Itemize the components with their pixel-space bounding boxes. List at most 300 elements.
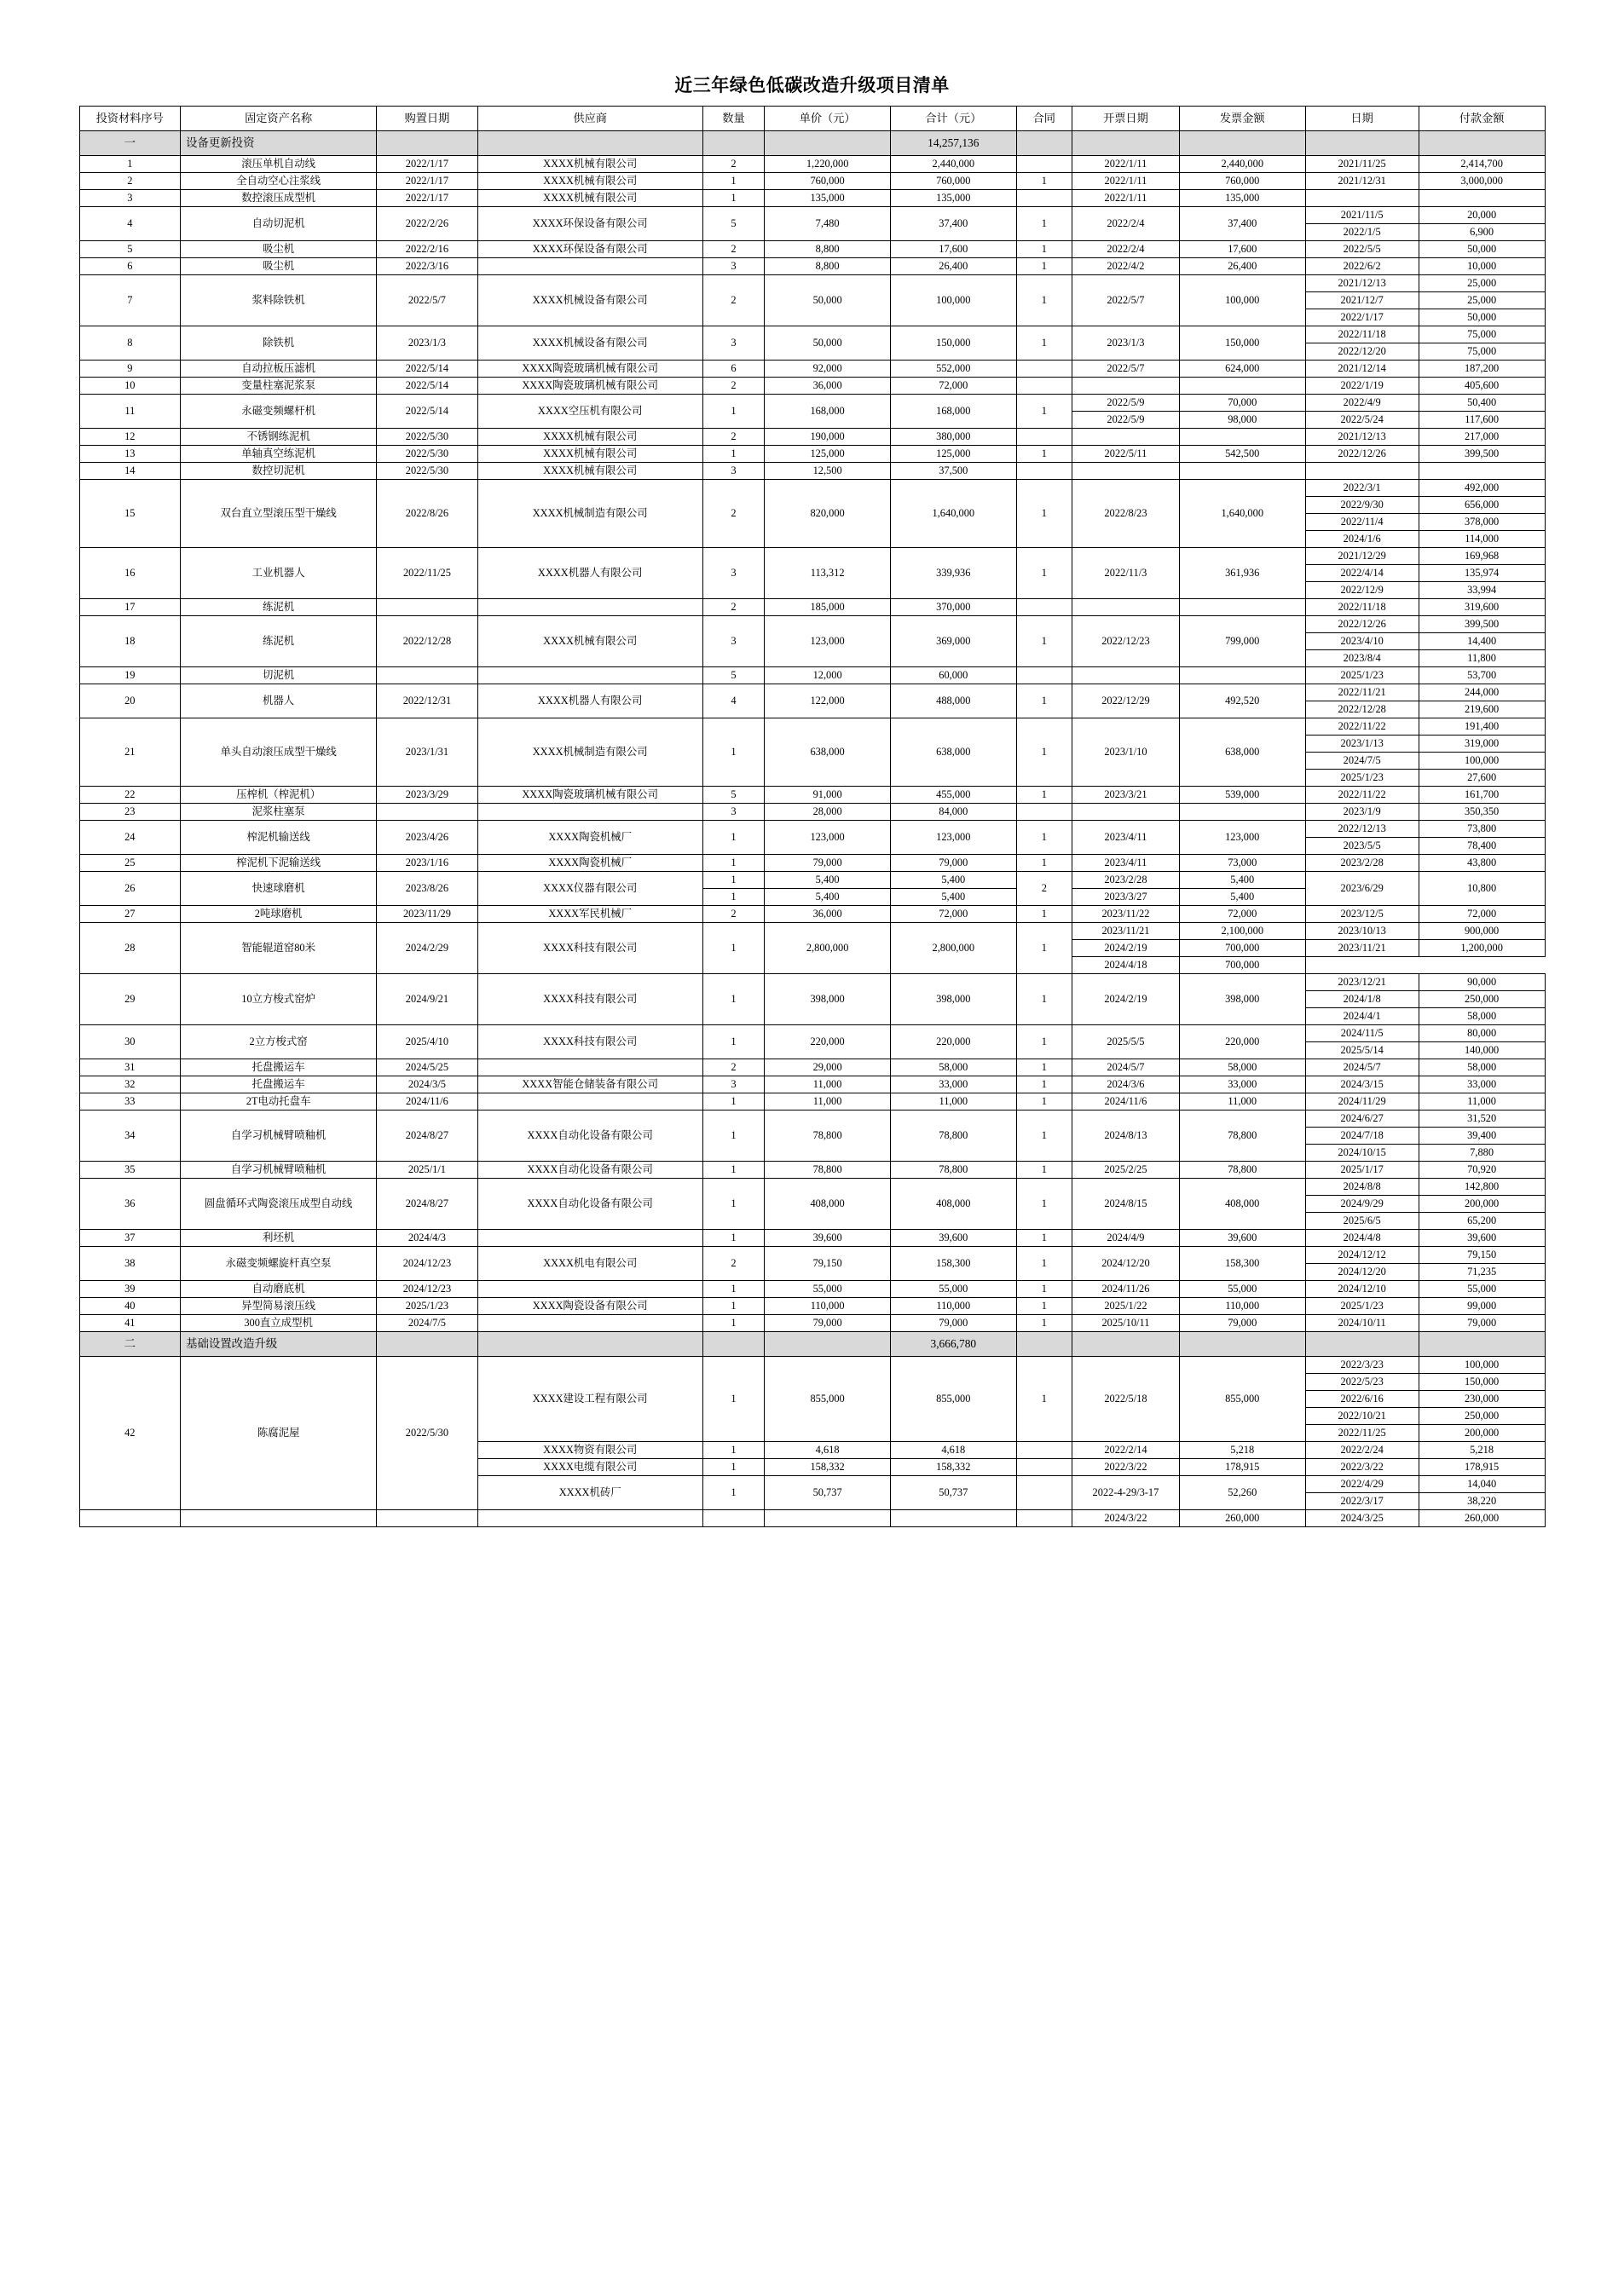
cell-invoice-amt: 220,000	[1179, 1025, 1305, 1059]
cell-qty: 1	[702, 1162, 765, 1179]
cell-contract: 1	[1016, 258, 1072, 275]
cell-unit-price: 5,400	[765, 872, 891, 889]
cell-pay-amt: 399,500	[1419, 446, 1545, 463]
cell-pay-date: 2025/1/17	[1305, 1162, 1419, 1179]
cell-pay-amt: 50,400	[1419, 395, 1545, 412]
cell-pay-date: 2024/9/29	[1305, 1196, 1419, 1213]
cell-total: 39,600	[890, 1230, 1016, 1247]
cell-unit-price: 158,332	[765, 1459, 891, 1476]
cell-pay-date: 2023/12/5	[1305, 906, 1419, 923]
cell-contract: 1	[1016, 548, 1072, 599]
cell-buy-date: 2024/3/5	[377, 1076, 478, 1093]
cell-invoice-date: 2025/2/25	[1072, 1162, 1180, 1179]
cell-pay-amt: 65,200	[1419, 1213, 1545, 1230]
cell-buy-date: 2022/5/30	[377, 1357, 478, 1510]
cell-unit-price: 11,000	[765, 1076, 891, 1093]
cell-no: 26	[79, 872, 181, 906]
cell-pay-date: 2024/7/5	[1305, 753, 1419, 770]
cell-contract: 1	[1016, 1315, 1072, 1332]
cell-qty: 1	[702, 872, 765, 889]
cell-unit-price: 135,000	[765, 190, 891, 207]
table-row	[79, 1059, 1545, 1076]
cell-pay-date: 2022/1/17	[1305, 309, 1419, 326]
cell-buy-date: 2022/2/26	[377, 207, 478, 241]
cell-contract: 1	[1016, 1059, 1072, 1076]
section-blank-supplier	[477, 131, 702, 156]
cell-unit-price: 123,000	[765, 616, 891, 667]
cell-unit-price: 122,000	[765, 684, 891, 718]
cell-pay-amt: 200,000	[1419, 1196, 1545, 1213]
cell-buy-date: 2022/5/30	[377, 463, 478, 480]
cell-invoice-date: 2022/8/23	[1072, 480, 1180, 548]
cell-qty: 5	[702, 207, 765, 241]
cell-qty: 5	[702, 787, 765, 804]
cell-pay-amt: 25,000	[1419, 292, 1545, 309]
cell-asset: 工业机器人	[181, 548, 377, 599]
cell-invoice-date: 2022/4/2	[1072, 258, 1180, 275]
cell-pay-date: 2022/11/22	[1305, 718, 1419, 736]
cell-total: 5,400	[890, 889, 1016, 906]
header-row	[79, 107, 1545, 131]
cell-invoice-amt: 178,915	[1179, 1459, 1305, 1476]
cell-total: 168,000	[890, 395, 1016, 429]
cell-contract: 1	[1016, 207, 1072, 241]
section-blank-supplier	[477, 1332, 702, 1357]
cell-pay-amt: 405,600	[1419, 378, 1545, 395]
section-blank-pay-date	[1305, 131, 1419, 156]
table-row	[79, 667, 1545, 684]
cell-contract	[1016, 429, 1072, 446]
section-blank-buy-date	[377, 1332, 478, 1357]
cell-pay-date: 2021/11/5	[1305, 207, 1419, 224]
table-row	[79, 821, 1545, 838]
cell-invoice-amt: 542,500	[1179, 446, 1305, 463]
cell-supplier: XXXX机械有限公司	[477, 429, 702, 446]
cell-unit-price	[765, 1510, 891, 1527]
cell-buy-date: 2023/4/26	[377, 821, 478, 855]
cell-total: 158,332	[890, 1459, 1016, 1476]
cell-contract: 1	[1016, 787, 1072, 804]
cell-contract: 1	[1016, 906, 1072, 923]
cell-supplier: XXXX自动化设备有限公司	[477, 1179, 702, 1230]
cell-invoice-date: 2025/5/5	[1072, 1025, 1180, 1059]
cell-asset: 利坯机	[181, 1230, 377, 1247]
cell-no: 33	[79, 1093, 181, 1111]
cell-invoice-date: 2025/1/22	[1072, 1298, 1180, 1315]
cell-qty: 2	[702, 275, 765, 326]
cell-unit-price: 638,000	[765, 718, 891, 787]
cell-invoice-date: 2022/1/11	[1072, 190, 1180, 207]
cell-buy-date: 2022/5/30	[377, 429, 478, 446]
cell-invoice-date: 2024/11/26	[1072, 1281, 1180, 1298]
cell-invoice-date: 2022/2/14	[1072, 1442, 1180, 1459]
cell-contract: 1	[1016, 821, 1072, 855]
cell-contract	[1016, 190, 1072, 207]
cell-no	[79, 1510, 181, 1527]
cell-unit-price: 113,312	[765, 548, 891, 599]
cell-qty: 3	[702, 463, 765, 480]
table-row	[79, 599, 1545, 616]
cell-pay-amt: 260,000	[1419, 1510, 1545, 1527]
cell-pay-date: 2024/6/27	[1305, 1111, 1419, 1128]
table-row	[79, 1179, 1545, 1196]
cell-pay-date: 2025/1/23	[1305, 667, 1419, 684]
cell-contract: 1	[1016, 395, 1072, 429]
cell-asset: 浆料除铁机	[181, 275, 377, 326]
cell-pay-date: 2022/4/14	[1305, 565, 1419, 582]
cell-invoice-date: 2023/11/21	[1072, 923, 1180, 940]
cell-unit-price: 36,000	[765, 378, 891, 395]
cell-invoice-amt: 700,000	[1179, 940, 1305, 957]
cell-qty: 1	[702, 1459, 765, 1476]
cell-pay-date: 2024/1/6	[1305, 531, 1419, 548]
cell-pay-date: 2023/1/9	[1305, 804, 1419, 821]
table-row	[79, 446, 1545, 463]
cell-supplier: XXXX机电有限公司	[477, 1247, 702, 1281]
cell-unit-price: 78,800	[765, 1162, 891, 1179]
cell-pay-amt: 55,000	[1419, 1281, 1545, 1298]
cell-invoice-amt: 408,000	[1179, 1179, 1305, 1230]
cell-pay-amt: 58,000	[1419, 1059, 1545, 1076]
cell-contract	[1016, 599, 1072, 616]
col-header-invoice-amt: 发票金额	[1179, 107, 1305, 131]
cell-qty: 2	[702, 1247, 765, 1281]
cell-pay-amt: 53,700	[1419, 667, 1545, 684]
cell-supplier: XXXX自动化设备有限公司	[477, 1162, 702, 1179]
cell-invoice-amt: 17,600	[1179, 241, 1305, 258]
section-blank-pay-date	[1305, 1332, 1419, 1357]
cell-qty: 1	[702, 1093, 765, 1111]
cell-invoice-date: 2022/1/11	[1072, 156, 1180, 173]
cell-qty: 1	[702, 923, 765, 974]
cell-buy-date: 2022/2/16	[377, 241, 478, 258]
cell-no: 25	[79, 855, 181, 872]
cell-contract: 1	[1016, 480, 1072, 548]
cell-invoice-date	[1072, 463, 1180, 480]
cell-buy-date: 2022/1/17	[377, 190, 478, 207]
cell-unit-price: 820,000	[765, 480, 891, 548]
cell-pay-date: 2022/3/17	[1305, 1493, 1419, 1510]
cell-invoice-date: 2022/3/22	[1072, 1459, 1180, 1476]
cell-asset: 300直立成型机	[181, 1315, 377, 1332]
cell-pay-date: 2022/11/18	[1305, 326, 1419, 343]
cell-asset: 单头自动滚压成型干燥线	[181, 718, 377, 787]
cell-contract	[1016, 156, 1072, 173]
cell-total: 79,000	[890, 1315, 1016, 1332]
cell-pay-date: 2021/12/29	[1305, 548, 1419, 565]
cell-no: 16	[79, 548, 181, 599]
cell-no: 36	[79, 1179, 181, 1230]
cell-invoice-amt: 37,400	[1179, 207, 1305, 241]
cell-invoice-date: 2023/3/27	[1072, 889, 1180, 906]
cell-pay-amt: 79,150	[1419, 1247, 1545, 1264]
cell-invoice-date: 2024/11/6	[1072, 1093, 1180, 1111]
cell-qty: 3	[702, 548, 765, 599]
cell-pay-date: 2022/12/28	[1305, 701, 1419, 718]
cell-no: 41	[79, 1315, 181, 1332]
cell-total: 72,000	[890, 378, 1016, 395]
col-header-qty: 数量	[702, 107, 765, 131]
cell-total: 488,000	[890, 684, 1016, 718]
cell-invoice-amt: 39,600	[1179, 1230, 1305, 1247]
cell-contract: 1	[1016, 923, 1072, 974]
table-row	[79, 974, 1545, 991]
cell-pay-date: 2022/12/26	[1305, 446, 1419, 463]
cell-invoice-amt: 110,000	[1179, 1298, 1305, 1315]
cell-pay-date: 2022/3/1	[1305, 480, 1419, 497]
table-row	[79, 872, 1545, 889]
table-row	[79, 241, 1545, 258]
cell-pay-amt: 319,600	[1419, 599, 1545, 616]
cell-buy-date: 2023/8/26	[377, 872, 478, 906]
cell-pay-amt: 25,000	[1419, 275, 1545, 292]
cell-unit-price: 50,737	[765, 1476, 891, 1510]
cell-total: 369,000	[890, 616, 1016, 667]
cell-asset: 数控切泥机	[181, 463, 377, 480]
cell-invoice-date: 2024/8/15	[1072, 1179, 1180, 1230]
cell-invoice-amt: 78,800	[1179, 1162, 1305, 1179]
cell-invoice-date: 2022/12/29	[1072, 684, 1180, 718]
cell-pay-date: 2023/10/13	[1305, 923, 1419, 940]
cell-unit-price: 78,800	[765, 1111, 891, 1162]
cell-pay-amt: 117,600	[1419, 412, 1545, 429]
cell-unit-price: 50,000	[765, 275, 891, 326]
cell-qty: 3	[702, 326, 765, 361]
section-index: 一	[79, 131, 181, 156]
cell-contract: 1	[1016, 1025, 1072, 1059]
cell-pay-amt: 100,000	[1419, 753, 1545, 770]
cell-unit-price: 2,800,000	[765, 923, 891, 974]
cell-contract: 1	[1016, 326, 1072, 361]
cell-invoice-amt: 98,000	[1179, 412, 1305, 429]
cell-pay-date: 2024/12/20	[1305, 1264, 1419, 1281]
cell-supplier	[477, 1281, 702, 1298]
cell-supplier: XXXX机械有限公司	[477, 616, 702, 667]
cell-total: 60,000	[890, 667, 1016, 684]
cell-pay-amt: 250,000	[1419, 991, 1545, 1008]
cell-pay-amt: 10,800	[1419, 872, 1545, 906]
cell-invoice-date: 2024/8/13	[1072, 1111, 1180, 1162]
cell-unit-price: 1,220,000	[765, 156, 891, 173]
cell-pay-date: 2022/6/16	[1305, 1391, 1419, 1408]
cell-supplier: XXXX科技有限公司	[477, 1025, 702, 1059]
cell-pay-date: 2022/1/19	[1305, 378, 1419, 395]
cell-unit-price: 39,600	[765, 1230, 891, 1247]
col-header-buy-date: 购置日期	[377, 107, 478, 131]
cell-unit-price: 8,800	[765, 241, 891, 258]
cell-total: 55,000	[890, 1281, 1016, 1298]
cell-no: 4	[79, 207, 181, 241]
cell-supplier	[477, 258, 702, 275]
cell-total: 150,000	[890, 326, 1016, 361]
cell-asset: 切泥机	[181, 667, 377, 684]
cell-invoice-date: 2022/5/9	[1072, 395, 1180, 412]
cell-supplier	[477, 804, 702, 821]
cell-contract: 1	[1016, 173, 1072, 190]
cell-pay-amt: 399,500	[1419, 616, 1545, 633]
cell-no: 34	[79, 1111, 181, 1162]
cell-asset: 单轴真空练泥机	[181, 446, 377, 463]
cell-pay-date: 2021/11/25	[1305, 156, 1419, 173]
cell-invoice-amt: 638,000	[1179, 718, 1305, 787]
cell-buy-date: 2023/1/31	[377, 718, 478, 787]
cell-total: 455,000	[890, 787, 1016, 804]
cell-unit-price: 28,000	[765, 804, 891, 821]
cell-pay-amt: 73,800	[1419, 821, 1545, 838]
cell-supplier: XXXX空压机有限公司	[477, 395, 702, 429]
cell-invoice-date: 2022/2/4	[1072, 207, 1180, 241]
cell-total: 2,800,000	[890, 923, 1016, 974]
cell-unit-price: 398,000	[765, 974, 891, 1025]
cell-contract: 1	[1016, 616, 1072, 667]
cell-pay-amt: 169,968	[1419, 548, 1545, 565]
cell-qty: 1	[702, 1476, 765, 1510]
cell-total: 26,400	[890, 258, 1016, 275]
cell-unit-price: 92,000	[765, 361, 891, 378]
cell-pay-amt: 39,400	[1419, 1128, 1545, 1145]
section-name: 设备更新投资	[181, 131, 377, 156]
cell-no: 28	[79, 923, 181, 974]
cell-pay-amt: 11,800	[1419, 650, 1545, 667]
table-row	[79, 190, 1545, 207]
cell-qty: 3	[702, 804, 765, 821]
cell-contract	[1016, 667, 1072, 684]
cell-pay-date: 2022/12/9	[1305, 582, 1419, 599]
cell-buy-date: 2025/4/10	[377, 1025, 478, 1059]
cell-contract	[1016, 1510, 1072, 1527]
cell-pay-date: 2024/4/8	[1305, 1230, 1419, 1247]
cell-invoice-amt: 135,000	[1179, 190, 1305, 207]
table-row	[79, 1281, 1545, 1298]
cell-qty: 1	[702, 395, 765, 429]
cell-contract: 1	[1016, 1111, 1072, 1162]
cell-qty: 1	[702, 1025, 765, 1059]
table-row	[79, 1357, 1545, 1374]
cell-unit-price: 79,000	[765, 855, 891, 872]
cell-asset: 吸尘机	[181, 241, 377, 258]
cell-pay-date: 2021/12/13	[1305, 429, 1419, 446]
cell-total: 58,000	[890, 1059, 1016, 1076]
cell-pay-date: 2022/10/21	[1305, 1408, 1419, 1425]
cell-pay-amt: 27,600	[1419, 770, 1545, 787]
cell-buy-date	[377, 599, 478, 616]
section-blank-unit-price	[765, 1332, 891, 1357]
cell-supplier: XXXX仪器有限公司	[477, 872, 702, 906]
cell-no: 42	[79, 1357, 181, 1510]
cell-buy-date: 2024/8/27	[377, 1111, 478, 1162]
cell-pay-date: 2022/11/4	[1305, 514, 1419, 531]
col-header-pay-amt: 付款金额	[1419, 107, 1545, 131]
cell-total: 110,000	[890, 1298, 1016, 1315]
cell-buy-date: 2022/5/14	[377, 361, 478, 378]
cell-pay-date: 2024/3/15	[1305, 1076, 1419, 1093]
section-blank-invoice-date	[1072, 1332, 1180, 1357]
section-blank-pay-amt	[1419, 131, 1545, 156]
cell-invoice-amt	[1179, 599, 1305, 616]
cell-unit-price: 125,000	[765, 446, 891, 463]
cell-total: 638,000	[890, 718, 1016, 787]
table-row	[79, 804, 1545, 821]
table-row	[79, 1510, 1545, 1527]
cell-pay-date: 2024/3/25	[1305, 1510, 1419, 1527]
col-header-unit-price: 单价（元）	[765, 107, 891, 131]
cell-buy-date: 2022/11/25	[377, 548, 478, 599]
cell-unit-price: 168,000	[765, 395, 891, 429]
cell-no: 6	[79, 258, 181, 275]
cell-unit-price: 79,000	[765, 1315, 891, 1332]
cell-supplier: XXXX陶瓷玻璃机械有限公司	[477, 361, 702, 378]
cell-pay-amt: 71,235	[1419, 1264, 1545, 1281]
cell-invoice-amt	[1179, 378, 1305, 395]
cell-pay-amt: 14,040	[1419, 1476, 1545, 1493]
cell-no: 24	[79, 821, 181, 855]
cell-total: 72,000	[890, 906, 1016, 923]
cell-qty: 1	[702, 1281, 765, 1298]
cell-invoice-date: 2023/1/10	[1072, 718, 1180, 787]
table-row	[79, 1315, 1545, 1332]
cell-supplier: XXXX陶瓷设备有限公司	[477, 1298, 702, 1315]
cell-supplier	[477, 1315, 702, 1332]
cell-total: 37,400	[890, 207, 1016, 241]
cell-asset: 数控滚压成型机	[181, 190, 377, 207]
table-row	[79, 361, 1545, 378]
table-row	[79, 1247, 1545, 1264]
table-row	[79, 429, 1545, 446]
cell-pay-amt: 350,350	[1419, 804, 1545, 821]
cell-qty: 6	[702, 361, 765, 378]
cell-pay-date: 2022/5/5	[1305, 241, 1419, 258]
cell-buy-date: 2025/1/1	[377, 1162, 478, 1179]
cell-pay-date: 2025/1/23	[1305, 770, 1419, 787]
section-total: 3,666,780	[890, 1332, 1016, 1357]
cell-pay-date: 2022/11/21	[1305, 684, 1419, 701]
cell-contract	[1016, 1476, 1072, 1510]
cell-pay-amt: 187,200	[1419, 361, 1545, 378]
cell-invoice-date: 2022/5/11	[1072, 446, 1180, 463]
cell-invoice-amt: 2,440,000	[1179, 156, 1305, 173]
cell-invoice-amt: 79,000	[1179, 1315, 1305, 1332]
cell-pay-amt: 38,220	[1419, 1493, 1545, 1510]
cell-buy-date: 2024/12/23	[377, 1281, 478, 1298]
cell-asset: 练泥机	[181, 616, 377, 667]
section-blank-buy-date	[377, 131, 478, 156]
cell-pay-amt: 33,000	[1419, 1076, 1545, 1093]
cell-invoice-amt: 33,000	[1179, 1076, 1305, 1093]
cell-contract: 1	[1016, 1247, 1072, 1281]
cell-contract	[1016, 1442, 1072, 1459]
cell-supplier: XXXX机械制造有限公司	[477, 480, 702, 548]
cell-supplier: XXXX科技有限公司	[477, 974, 702, 1025]
cell-qty: 1	[702, 446, 765, 463]
cell-unit-price: 190,000	[765, 429, 891, 446]
cell-pay-date: 2023/11/21	[1305, 940, 1419, 957]
cell-supplier: XXXX陶瓷机械厂	[477, 821, 702, 855]
table-row	[79, 1162, 1545, 1179]
cell-pay-amt: 58,000	[1419, 1008, 1545, 1025]
cell-total: 5,400	[890, 872, 1016, 889]
cell-no: 21	[79, 718, 181, 787]
cell-invoice-amt: 52,260	[1179, 1476, 1305, 1510]
cell-buy-date	[377, 667, 478, 684]
section-row	[79, 1332, 1545, 1357]
cell-pay-amt: 39,600	[1419, 1230, 1545, 1247]
section-blank-qty	[702, 1332, 765, 1357]
cell-total: 84,000	[890, 804, 1016, 821]
cell-invoice-amt: 72,000	[1179, 906, 1305, 923]
cell-qty: 1	[702, 1315, 765, 1332]
table-row	[79, 1025, 1545, 1042]
col-header-no: 投资材料序号	[79, 107, 181, 131]
